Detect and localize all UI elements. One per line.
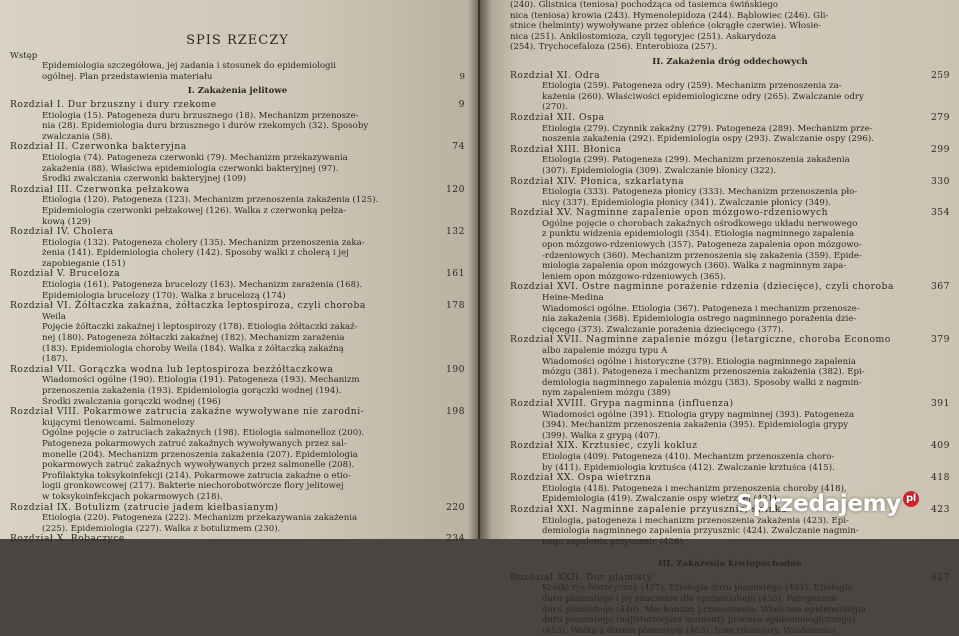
entry-text: duru plamistego i jej znaczenie dla epidemiologii (435). Patogeneza — [542, 594, 837, 605]
entry-text: Etiologia, patogeneza i mechanizm przenoszenia zakażenia (423). Epi- — [542, 515, 849, 526]
entry-text: pokarmowych zatruć zakaźnych wywoływanych przez salmonelle (208). — [42, 460, 355, 471]
entry-text: monelle (204). Mechanizm przenoszenia zakażenia (207). Epidemiologia — [42, 449, 358, 460]
page-number: 354 — [930, 207, 950, 219]
entry-text: Wiadomości ogólne (391). Etiologia grypy nagminnej (393). Patogeneza — [542, 409, 855, 420]
toc-entry-line — [10, 121, 465, 132]
page-number: 427 — [930, 571, 950, 583]
toc-entry-line — [510, 11, 950, 22]
toc-entry-line — [10, 418, 465, 429]
entry-text: (254). Trychocefaloza (256). Enterobioza (257). — [510, 42, 718, 53]
entry-text: Patogeneza pokarmowych zatruć zakaźnych wywoływanych przez sal- — [42, 438, 347, 449]
entry-text: Etiologia (418). Patogeneza i mechanizm przenoszenia choroby (418). — [542, 483, 847, 494]
toc-entry-line — [510, 42, 950, 53]
entry-text: Środki zwalczania czerwonki bakteryjnej (109) — [42, 174, 247, 185]
toc-entry-line — [510, 346, 950, 357]
entry-text: Epidemiologia brucelozy (170). Walka z brucelozą (174) — [42, 290, 286, 301]
page-number: 418 — [930, 472, 950, 484]
entry-text: Etiologia (220). Patogeneza (222). Mechanizm przekazywania zakażenia — [42, 513, 358, 524]
entry-text: Wiadomości ogólne i historyczne (379). Etiologia nagminnego zapalenia — [542, 356, 857, 367]
toc-chapter-entry — [10, 407, 465, 418]
page-number: 220 — [445, 501, 465, 513]
entry-text: Weila — [42, 311, 66, 322]
page-number: 161 — [445, 268, 465, 280]
entry-text: Środki zwalczania gorączki wodnej (196) — [42, 396, 221, 407]
toc-chapter-entry — [10, 227, 465, 238]
page-number: 391 — [930, 397, 950, 409]
entry-text: nicy (337). Epidemiologia płonicy (341). Zwalczanie płonicy (349). — [542, 197, 831, 208]
entry-text: nia zakażenia (368). Epidemiologia ostrego nagminnego porażenia dzie- — [542, 314, 857, 325]
entry-text: (240). Glistnica (teniosa) pochodząca od tasiemca świńskiego — [510, 0, 778, 10]
entry-text: Rozdział II. Czerwonka bakteryjna — [10, 141, 187, 153]
entry-text: Rozdział I. Dur brzuszny i dury rzekome — [10, 98, 217, 110]
entry-text: Rozdział XI. Odra — [510, 69, 601, 81]
book-gutter-shadow — [468, 0, 492, 539]
toc-entry-line — [510, 594, 950, 605]
right-page — [480, 0, 959, 636]
toc-entry-line — [510, 81, 950, 92]
entry-text: Rozdział VIII. Pokarmowe zatrucia zakaźne wywoływane nie zarodni- — [10, 406, 365, 418]
entry-text: zakażenia (88). Właściwa epidemiologia czerwonki bakteryjnej (97). — [42, 163, 339, 174]
entry-text: Etiologia (333). Patogeneza płonicy (333). Mechanizm przenoszenia pło- — [542, 187, 858, 198]
toc-entry-line — [10, 513, 465, 524]
entry-text: by (411). Epidemiologia krztuśca (412). Zwalczanie krztuśca (415). — [542, 462, 835, 473]
toc-entry-line — [510, 240, 950, 251]
page-number: 190 — [445, 363, 465, 375]
toc-entry-line — [510, 304, 950, 315]
entry-text: Epidemiologia szczegółowa, jej zadania i stosunek do epidemiologii — [42, 61, 337, 72]
entry-text: miologia zapalenia opon mózgowych (360). Walka z nagminnym zapa- — [542, 261, 847, 272]
entry-text: nica (teniosa) krowia (243). Hymenolepidoza (244). Bąblowiec (246). Gli- — [510, 10, 829, 21]
toc-chapter-entry — [510, 113, 950, 124]
toc-entry-line — [510, 367, 950, 378]
entry-text: duru plamistego (440). Mechanizm przenoszenia. Właściwa epidemiologia — [542, 604, 866, 615]
entry-text: albo zapalenie mózgu typu A — [542, 346, 668, 356]
entry-text: każenia (260). Właściwości epidemiologiczne odry (265). Zwalczanie odry — [542, 91, 864, 102]
toc-entry-line — [10, 375, 465, 386]
entry-text: (394). Mechanizm przenoszenia zakażenia (395). Epidemiologia grypy — [542, 420, 849, 431]
watermark-text: Sprzedajemy — [736, 491, 901, 517]
page-number: 178 — [445, 300, 465, 312]
entry-text: Rozdział X. Robaczyce — [10, 533, 125, 545]
sprzedajemy-watermark-logo — [737, 491, 919, 517]
entry-text: Krótki rys historyczny (427). Etiologia duru plamistego (431). Etiologia — [542, 583, 853, 594]
right-toc-column — [510, 0, 950, 636]
toc-chapter-entry — [510, 441, 950, 452]
toc-entry-line — [510, 626, 950, 636]
blood-infection-entries — [510, 573, 950, 636]
entry-text: zwalczania (58). — [42, 131, 113, 142]
page-number: 234 — [445, 533, 465, 545]
entry-text: zapobieganie (151) — [42, 258, 126, 269]
toc-entry-line — [10, 280, 465, 291]
entry-text: Rozdział XXII. Dur plamisty — [510, 571, 653, 583]
entry-text: leniem opon mózgowo-rdzeniowych (365). — [542, 271, 726, 282]
toc-entry-line — [10, 428, 465, 439]
left-page — [0, 0, 478, 545]
entry-text: w toksykoinfekcjach pokarmowych (218). — [42, 491, 223, 502]
entry-text: Rozdział IV. Cholera — [10, 226, 114, 238]
toc-entry-line — [510, 219, 950, 230]
left-toc-column — [10, 32, 465, 545]
toc-entry-line — [510, 516, 950, 527]
entry-text: Rozdział III. Czerwonka pełzakowa — [10, 183, 190, 195]
toc-entry-line — [510, 357, 950, 368]
entry-text: Profilaktyka toksykoinfekcji (214). Pokarmowe zatrucia zakaźne o etio- — [42, 470, 351, 481]
entry-text: Rozdział XII. Ospa — [510, 111, 605, 123]
entry-text: Epidemiologia (419). Zwalczanie ospy wietrznej (421). — [542, 494, 780, 505]
toc-entry-line — [510, 0, 950, 11]
entry-text: Rozdział V. Bruceloza — [10, 268, 121, 280]
toc-chapter-entry — [10, 142, 465, 153]
toc-entry-line — [10, 333, 465, 344]
entry-text: (187). — [42, 354, 68, 365]
right-toc-entries — [510, 71, 950, 548]
toc-entry-line — [510, 378, 950, 389]
page-number: 409 — [930, 440, 950, 452]
entry-text: Rozdział VII. Gorączka wodna lub leptospiroza bezżółtaczkowa — [10, 363, 334, 375]
toc-chapter-entry — [10, 269, 465, 280]
entry-text: mózgu (381). Patogeneza i mechanizm przenoszenia zakażenia (382). Epi- — [542, 367, 865, 378]
toc-entry-line — [10, 481, 465, 492]
toc-entry-line — [510, 410, 950, 421]
toc-entry-line — [510, 314, 950, 325]
entry-text: Etiologia (132). Patogeneza cholery (135). Mechanizm przenoszenia zaka- — [42, 237, 365, 248]
entry-text: Etiologia (15). Patogeneza duru brzusznego (18). Mechanizm przenosze- — [42, 110, 359, 121]
toc-chapter-entry — [510, 399, 950, 410]
toc-chapter-entry — [510, 573, 950, 584]
toc-title: SPIS RZECZY — [186, 33, 289, 48]
entry-text: Etiologia (409). Patogeneza (410). Mechanizm przenoszenia choro- — [542, 451, 835, 462]
entry-text: nym zapaleniem mózgu (389) — [542, 388, 671, 399]
toc-entry-line — [510, 32, 950, 43]
page-number: 132 — [445, 226, 465, 238]
toc-entry-line — [10, 195, 465, 206]
toc-chapter-entry — [510, 208, 950, 219]
toc-entry-line — [510, 605, 950, 616]
entry-text: Rozdział XVII. Nagminne zapalenie mózgu (letargiczne, choroba Economo — [510, 334, 891, 346]
toc-entry-line — [10, 450, 465, 461]
page-number: 279 — [930, 111, 950, 123]
entry-text: logii gronkowcowej (217). Bakterie niechorobotwórcze flory jelitowej — [42, 481, 344, 492]
entry-text: Ogólne pojęcie o zatruciach zakaźnych (198). Etiologia salmonelloz (200). — [42, 428, 365, 439]
page-number: 198 — [445, 406, 465, 418]
toc-chapter-entry — [510, 145, 950, 156]
page-number: 379 — [930, 334, 950, 346]
toc-entry-line — [10, 312, 465, 323]
entry-text: nego zapalenia przyusznic (426). — [542, 536, 686, 547]
entry-text: (453). Walka z durem plamistym (463). Inne riketsjozy. Wiadomości — [542, 625, 836, 636]
entry-text: Pojęcie żółtaczki zakaźnej i leptospirozy (178). Etiologia żółtaczki zakaź- — [42, 322, 358, 333]
entry-text: Rozdział XX. Ospa wietrzna — [510, 472, 652, 484]
toc-entry-line — [510, 124, 950, 135]
entry-text: (399). Walka z grypą (407). — [542, 430, 661, 441]
entry-text: opon mózgowo-rdzeniowych (357). Patogeneza zapalenia opon mózgowo- — [542, 240, 862, 251]
toc-chapter-entry — [510, 282, 950, 293]
entry-text: Etiologia (120). Patogeneza (123). Mechanizm przenoszenia zakażenia (125). — [42, 195, 379, 206]
toc-entry-line — [510, 155, 950, 166]
entry-text: Rozdział XV. Nagminne zapalenie opon mózgowo-rdzeniowych — [510, 207, 829, 219]
toc-entry-line — [10, 322, 465, 333]
toc-chapter-entry — [10, 534, 465, 545]
toc-chapter-entry — [10, 100, 465, 111]
entry-text: (307). Epidemiologia (309). Zwalczanie błonicy (322). — [542, 165, 777, 176]
toc-entry-line — [10, 471, 465, 482]
toc-entry-line — [510, 537, 950, 548]
toc-entry-line — [10, 248, 465, 259]
section-heading-3: III. Zakażenia krwiopochodne — [658, 559, 802, 570]
entry-text: demiologia nagminnego zapalenia mózgu (383). Sposoby walki z nagmin- — [542, 377, 862, 388]
page-number: 9 — [458, 98, 465, 110]
section-heading-2: II. Zakażenia dróg oddechowych — [652, 56, 808, 67]
toc-entry-line — [10, 111, 465, 122]
entry-text: Etiologia (161). Patogeneza brucelozy (163). Mechanizm zarażenia (168). — [42, 280, 363, 291]
toc-chapter-entry — [510, 71, 950, 82]
entry-text: Rozdział XVI. Ostre nagminne porażenie rdzenia (dziecięce), czyli choroba — [510, 281, 894, 293]
entry-text: Etiologia (279). Czynnik zakaźny (279). Patogeneza (289). Mechanizm prze- — [542, 123, 873, 134]
page-number: 423 — [930, 503, 950, 515]
section-heading-1: I. Zakażenia jelitowe — [187, 86, 288, 97]
toc-entry-line — [510, 526, 950, 537]
toc-entry-line — [10, 238, 465, 249]
entry-text: nej (180). Patogeneza żółtaczki zakaźnej (182). Mechanizm zarażenia — [42, 333, 345, 344]
toc-entry-line — [510, 261, 950, 272]
entry-text: cięcego (373). Zwalczanie porażenia dziecięcego (377). — [542, 324, 784, 335]
entry-text: Etiologia (259). Patogeneza odry (259). Mechanizm przenoszenia za- — [542, 81, 842, 92]
entry-text: Rozdział XIX. Krztusiec, czyli kokluz — [510, 440, 698, 452]
toc-entry-line — [510, 293, 950, 304]
entry-text: przenoszenia zakażenia (193). Epidemiologia gorączki wodnej (194). — [42, 386, 342, 396]
toc-entry-line — [10, 439, 465, 450]
toc-entry-line — [10, 386, 465, 397]
toc-chapter-entry — [10, 301, 465, 312]
continued-entries — [510, 0, 950, 53]
toc-entry-line — [510, 187, 950, 198]
entry-text: Etiologia (299). Patogeneza (299). Mechanizm przenoszenia zakażenia — [542, 155, 850, 166]
page-number: 259 — [930, 69, 950, 81]
toc-entry-line — [510, 21, 950, 32]
watermark-badge: pl — [903, 491, 919, 507]
page-number: 299 — [930, 143, 950, 155]
toc-chapter-entry — [510, 335, 950, 346]
entry-text: nia (28). Epidemiologia duru brzusznego i durów rzekomych (32). Sposoby — [42, 121, 369, 132]
page-number: 120 — [445, 183, 465, 195]
entry-text: Rozdział XVIII. Grypa nagminna (influenza) — [510, 397, 734, 409]
toc-entry-line — [510, 452, 950, 463]
entry-text: -rdzeniowych (360). Mechanizm przenoszenia się zakażenia (359). Epide- — [542, 250, 862, 261]
toc-entry-line — [510, 615, 950, 626]
toc-entry-line — [510, 420, 950, 431]
entry-text: Epidemiologia czerwonki pełzakowej (126). Walka z czerwonką pełza- — [42, 205, 347, 216]
toc-entry-line — [10, 61, 465, 72]
entry-text: kową (129) — [42, 216, 91, 227]
toc-entry-line — [510, 251, 950, 262]
entry-text: ogólnej. Plan przedstawienia materiału — [42, 71, 213, 82]
entry-text: (183). Epidemiologia choroby Weila (184). Walka z żółtaczką zakaźną — [42, 343, 344, 354]
toc-chapter-entry — [10, 185, 465, 196]
toc-chapter-entry — [10, 365, 465, 376]
entry-text: Wiadomości ogólne. Etiologia (367). Patogeneza i mechanizm przenosze- — [542, 303, 860, 314]
toc-entry-line — [10, 206, 465, 217]
toc-entry-line — [10, 460, 465, 471]
toc-entry-line — [510, 92, 950, 103]
toc-entry-line — [10, 51, 465, 62]
entry-text: demiologia nagminnego zapalenia przyusznic (424). Zwalczanie nagmin- — [542, 526, 859, 537]
toc-entry-line — [10, 164, 465, 175]
entry-text: z punktu widzenia epidemiologii (354). Etiologia nagminnego zapalenia — [542, 229, 855, 240]
toc-entry-line — [10, 153, 465, 164]
intro-entries — [10, 51, 465, 83]
entry-text: Rozdział XXI. Nagminne zapalenie przyusznic, świnka — [510, 503, 787, 515]
toc-chapter-entry — [510, 473, 950, 484]
left-toc-entries — [10, 100, 465, 545]
entry-text: nica (251). Ankilostomioza, czyli tęgoryjec (251). Askarydoza — [510, 31, 777, 42]
entry-text: żenia (141). Epidemiologia cholery (142). Sposoby walki z cholerą i jej — [42, 248, 349, 259]
toc-entry-line — [10, 72, 465, 83]
entry-text: stnice (helminty) wywoływane przez obleńce (okrągłe czerwie). Włosie- — [510, 21, 822, 32]
page-number: 330 — [930, 175, 950, 187]
entry-text: Rozdział XIII. Błonica — [510, 143, 622, 155]
entry-text: (270). — [542, 102, 568, 113]
page-number: 9 — [459, 71, 465, 82]
entry-text: duru plamistego (najistotniejsze momenty procesu epidemiologicznego) — [542, 615, 856, 626]
toc-entry-line — [510, 229, 950, 240]
entry-text: Heine-Medina — [542, 293, 604, 304]
entry-text: Ogólne pojęcie o chorobach zakaźnych ośrodkowego układu nerwowego — [542, 218, 858, 229]
toc-chapter-entry — [10, 503, 465, 514]
entry-text: Wiadomości ogólne (190). Etiologia (191). Patogeneza (193). Mechanizm — [42, 375, 360, 386]
entry-text: Rozdział VI. Żółtaczka zakaźna, żółtaczka leptospiroza, czyli choroba — [10, 300, 366, 312]
page-number: 74 — [452, 141, 465, 153]
entry-text: Rozdział XIV. Płonica, szkarlatyna — [510, 175, 685, 187]
entry-text: noszenia zakażenia (292). Epidemiologia ospy (293). Zwalczanie ospy (296). — [542, 134, 874, 145]
toc-entry-line — [10, 344, 465, 355]
entry-text: Wstęp — [10, 50, 38, 61]
page-number: 367 — [930, 281, 950, 293]
toc-chapter-entry — [510, 177, 950, 188]
entry-text: (225). Epidemiologia (227). Walka z botulizmem (230). — [42, 523, 281, 534]
toc-entry-line — [510, 583, 950, 594]
entry-text: Rozdział IX. Botulizm (zatrucie jadem kiełbasianym) — [10, 501, 279, 513]
entry-text: kującymi tlenowcami. Salmonelozy — [42, 417, 195, 428]
entry-text: Etiologia (74). Patogeneza czerwonki (79). Mechanizm przekazywania — [42, 152, 348, 163]
